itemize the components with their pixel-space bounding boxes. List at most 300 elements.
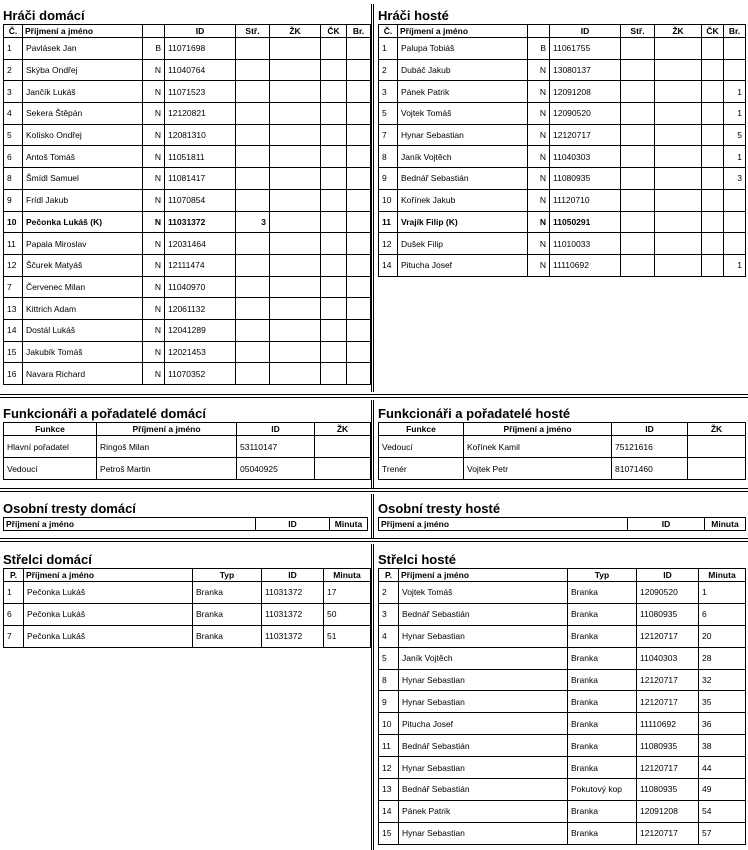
table-cell xyxy=(347,81,371,103)
table-cell xyxy=(655,59,702,81)
table-cell xyxy=(621,59,655,81)
table-cell: 11040303 xyxy=(550,146,621,168)
table-cell xyxy=(270,189,321,211)
table-cell xyxy=(702,81,724,103)
column-header: Příjmení a jméno xyxy=(464,423,612,436)
table-cell xyxy=(621,81,655,103)
officials-away-panel xyxy=(375,406,748,480)
table-cell xyxy=(270,363,321,385)
table-cell: Branka xyxy=(568,800,637,822)
scorers-home-title: Střelci domácí xyxy=(3,552,92,567)
column-header: Příjmení a jméno xyxy=(399,569,568,582)
table-cell: Antoš Tomáš xyxy=(23,146,143,168)
table-cell: 51 xyxy=(324,625,371,647)
table-cell: Branka xyxy=(568,603,637,625)
table-cell xyxy=(321,319,347,341)
table-row xyxy=(4,233,371,255)
table-cell: 49 xyxy=(699,779,746,801)
column-header: Typ xyxy=(193,569,262,582)
scorers-away-header xyxy=(379,569,746,582)
column-header: ČK xyxy=(702,25,724,38)
table-row xyxy=(4,81,371,103)
table-cell xyxy=(321,363,347,385)
table-cell: 1 xyxy=(4,38,23,60)
table-cell: Branka xyxy=(193,603,262,625)
column-header: Příjmení a jméno xyxy=(24,569,193,582)
table-cell: 15 xyxy=(379,822,399,844)
table-cell: N xyxy=(143,124,165,146)
table-cell xyxy=(321,298,347,320)
column-header: ID xyxy=(628,518,705,531)
table-cell xyxy=(655,189,702,211)
table-cell xyxy=(270,233,321,255)
table-cell: 11040303 xyxy=(637,647,699,669)
table-cell: 3 xyxy=(4,81,23,103)
table-cell xyxy=(347,124,371,146)
table-row xyxy=(379,436,746,458)
table-cell xyxy=(347,59,371,81)
table-cell: N xyxy=(143,81,165,103)
table-cell: 2 xyxy=(379,59,398,81)
table-cell xyxy=(702,124,724,146)
table-cell: 12120821 xyxy=(165,103,236,125)
table-row xyxy=(4,168,371,190)
table-cell xyxy=(315,436,371,458)
table-cell xyxy=(347,211,371,233)
table-cell xyxy=(347,363,371,385)
table-row xyxy=(4,341,371,363)
table-cell: 16 xyxy=(4,363,23,385)
table-cell: 6 xyxy=(699,603,746,625)
table-cell: 11031372 xyxy=(262,603,324,625)
table-cell xyxy=(347,298,371,320)
table-cell: 12120717 xyxy=(637,822,699,844)
table-cell: 12021453 xyxy=(165,341,236,363)
table-cell: 12 xyxy=(379,757,399,779)
table-cell xyxy=(655,124,702,146)
table-cell xyxy=(236,103,270,125)
table-cell: 13 xyxy=(4,298,23,320)
table-cell xyxy=(236,319,270,341)
table-cell: Kořínek Kamil xyxy=(464,436,612,458)
table-cell xyxy=(702,38,724,60)
column-header: Stř. xyxy=(236,25,270,38)
penalties-home-table xyxy=(3,517,368,531)
table-cell xyxy=(688,436,746,458)
table-cell: 6 xyxy=(4,146,23,168)
column-header: ID xyxy=(550,25,621,38)
table-cell xyxy=(702,146,724,168)
table-cell xyxy=(655,168,702,190)
table-cell: 12 xyxy=(4,254,23,276)
table-cell: 12081310 xyxy=(165,124,236,146)
table-cell: 11110692 xyxy=(637,713,699,735)
table-row xyxy=(379,757,746,779)
table-cell: N xyxy=(143,189,165,211)
table-cell: 12031464 xyxy=(165,233,236,255)
table-cell xyxy=(321,146,347,168)
table-cell xyxy=(270,59,321,81)
table-cell: 1 xyxy=(724,254,746,276)
table-cell: 11031372 xyxy=(165,211,236,233)
table-cell xyxy=(270,103,321,125)
table-cell: N xyxy=(143,276,165,298)
table-row xyxy=(379,669,746,691)
table-row xyxy=(4,363,371,385)
table-row xyxy=(379,625,746,647)
table-row xyxy=(379,124,746,146)
table-cell: 8 xyxy=(379,669,399,691)
scorers-home-panel xyxy=(0,552,371,648)
table-cell: 11031372 xyxy=(262,582,324,604)
table-row xyxy=(4,59,371,81)
column-divider-players xyxy=(371,4,374,392)
table-cell: N xyxy=(528,146,550,168)
table-cell: 54 xyxy=(699,800,746,822)
penalties-away-title: Osobní tresty hosté xyxy=(378,501,501,516)
table-cell: 11 xyxy=(379,211,398,233)
table-cell: 5 xyxy=(4,124,23,146)
table-cell: 7 xyxy=(4,276,23,298)
table-cell xyxy=(655,103,702,125)
table-cell: 38 xyxy=(699,735,746,757)
table-row xyxy=(379,38,746,60)
scorers-away-body xyxy=(379,582,746,845)
table-cell: 1 xyxy=(724,103,746,125)
table-cell: Bednář Sebastián xyxy=(399,603,568,625)
officials-home-header xyxy=(4,423,371,436)
table-cell: 11050291 xyxy=(550,211,621,233)
table-cell xyxy=(270,276,321,298)
table-cell: 4 xyxy=(379,625,399,647)
table-cell xyxy=(655,81,702,103)
table-cell: 14 xyxy=(379,254,398,276)
table-row xyxy=(4,298,371,320)
table-cell: Pečonka Lukáš xyxy=(24,582,193,604)
table-cell xyxy=(702,189,724,211)
table-cell: N xyxy=(528,233,550,255)
column-header: Typ xyxy=(568,569,637,582)
table-cell: 11071523 xyxy=(165,81,236,103)
column-header: ID xyxy=(165,25,236,38)
table-row xyxy=(379,822,746,844)
penalties-home-header xyxy=(4,518,368,531)
table-cell: 12111474 xyxy=(165,254,236,276)
table-cell: 11070352 xyxy=(165,363,236,385)
table-cell: Branka xyxy=(193,625,262,647)
table-row xyxy=(379,146,746,168)
table-cell: 12091208 xyxy=(550,81,621,103)
column-header: Minuta xyxy=(330,518,368,531)
table-cell: Sekera Štěpán xyxy=(23,103,143,125)
players-away-header xyxy=(379,25,746,38)
table-cell: 1 xyxy=(724,81,746,103)
column-header: Br. xyxy=(724,25,746,38)
table-cell xyxy=(321,103,347,125)
table-cell: N xyxy=(143,319,165,341)
table-cell xyxy=(621,168,655,190)
table-cell xyxy=(702,168,724,190)
table-cell xyxy=(236,146,270,168)
table-cell: Kořínek Jakub xyxy=(398,189,528,211)
table-cell: N xyxy=(143,233,165,255)
table-cell xyxy=(270,319,321,341)
table-cell xyxy=(236,363,270,385)
table-cell xyxy=(702,59,724,81)
table-row xyxy=(379,713,746,735)
table-cell xyxy=(236,233,270,255)
table-cell: 12120717 xyxy=(637,669,699,691)
table-cell xyxy=(702,211,724,233)
table-cell: Vojtek Tomáš xyxy=(399,582,568,604)
table-row xyxy=(4,254,371,276)
table-cell: 7 xyxy=(4,625,24,647)
table-cell xyxy=(702,103,724,125)
table-cell: Hlavní pořadatel xyxy=(4,436,97,458)
table-cell xyxy=(347,168,371,190)
table-cell xyxy=(321,124,347,146)
column-header: ŽK xyxy=(655,25,702,38)
table-cell xyxy=(321,168,347,190)
table-cell xyxy=(270,254,321,276)
table-cell: 75121616 xyxy=(612,436,688,458)
players-home-table xyxy=(3,24,371,385)
table-cell: 4 xyxy=(4,103,23,125)
table-cell xyxy=(270,146,321,168)
table-cell: Šmídl Samuel xyxy=(23,168,143,190)
table-row xyxy=(4,603,371,625)
table-cell xyxy=(347,146,371,168)
table-cell: Pečonka Lukáš xyxy=(24,625,193,647)
table-cell xyxy=(347,38,371,60)
table-cell: Hynar Sebastian xyxy=(399,757,568,779)
officials-home-body xyxy=(4,436,371,480)
table-row xyxy=(379,779,746,801)
column-header: Br. xyxy=(347,25,371,38)
table-cell: 9 xyxy=(4,189,23,211)
table-cell: 3 xyxy=(379,603,399,625)
table-cell: N xyxy=(143,168,165,190)
table-cell xyxy=(321,341,347,363)
table-cell: 11051811 xyxy=(165,146,236,168)
penalties-away-panel xyxy=(375,501,748,531)
table-cell: 11080935 xyxy=(637,779,699,801)
table-row xyxy=(4,458,371,480)
table-cell: 2 xyxy=(379,582,399,604)
table-row xyxy=(379,103,746,125)
column-header: ID xyxy=(612,423,688,436)
table-row xyxy=(4,582,371,604)
table-cell: 5 xyxy=(379,647,399,669)
table-cell xyxy=(724,189,746,211)
column-header: P. xyxy=(4,569,24,582)
scorers-away-table xyxy=(378,568,746,845)
table-cell xyxy=(236,254,270,276)
section-divider xyxy=(0,394,748,398)
table-cell: 1 xyxy=(4,582,24,604)
table-cell: Pavlásek Jan xyxy=(23,38,143,60)
column-header: Příjmení a jméno xyxy=(4,518,256,531)
column-header: P. xyxy=(379,569,399,582)
officials-away-table xyxy=(378,422,746,480)
table-cell: Vojtek Tomáš xyxy=(398,103,528,125)
table-row xyxy=(4,124,371,146)
table-cell xyxy=(702,254,724,276)
table-cell xyxy=(270,38,321,60)
table-cell: 12061132 xyxy=(165,298,236,320)
table-cell: Pánek Patrik xyxy=(398,81,528,103)
table-cell: 10 xyxy=(379,713,399,735)
table-cell xyxy=(321,38,347,60)
table-cell: N xyxy=(143,298,165,320)
column-header xyxy=(143,25,165,38)
table-cell: 36 xyxy=(699,713,746,735)
table-row xyxy=(4,38,371,60)
table-cell: B xyxy=(528,38,550,60)
table-cell: 11071698 xyxy=(165,38,236,60)
players-away-panel xyxy=(375,8,748,277)
table-cell: 10 xyxy=(4,211,23,233)
column-header: ŽK xyxy=(688,423,746,436)
table-cell: Branka xyxy=(568,822,637,844)
column-divider-officials xyxy=(371,400,374,488)
table-cell: N xyxy=(528,254,550,276)
column-header: ID xyxy=(237,423,315,436)
table-cell: Branka xyxy=(568,691,637,713)
table-cell xyxy=(236,298,270,320)
players-home-body xyxy=(4,38,371,385)
table-cell: 11040970 xyxy=(165,276,236,298)
section-divider xyxy=(0,488,748,492)
section-divider xyxy=(0,538,748,542)
table-cell xyxy=(321,276,347,298)
table-cell: Hynar Sebastian xyxy=(399,822,568,844)
column-divider-penalties xyxy=(371,494,374,538)
table-cell: 17 xyxy=(324,582,371,604)
scorers-home-body xyxy=(4,582,371,648)
table-cell: N xyxy=(143,59,165,81)
table-cell: 11031372 xyxy=(262,625,324,647)
table-cell: Vedoucí xyxy=(379,436,464,458)
table-cell xyxy=(270,298,321,320)
column-header: Minuta xyxy=(699,569,746,582)
table-cell: 1 xyxy=(724,146,746,168)
table-cell xyxy=(236,38,270,60)
table-cell: N xyxy=(143,363,165,385)
table-cell: 28 xyxy=(699,647,746,669)
column-header: Minuta xyxy=(324,569,371,582)
officials-away-body xyxy=(379,436,746,480)
table-cell: 11 xyxy=(4,233,23,255)
table-row xyxy=(4,146,371,168)
table-cell: Branka xyxy=(193,582,262,604)
table-cell: N xyxy=(528,124,550,146)
column-header: ID xyxy=(262,569,324,582)
players-away-title: Hráči hosté xyxy=(378,8,449,23)
scorers-away-title: Střelci hosté xyxy=(378,552,457,567)
table-cell: Červenec Milan xyxy=(23,276,143,298)
table-row xyxy=(379,254,746,276)
table-cell xyxy=(236,59,270,81)
table-cell: Dostál Lukáš xyxy=(23,319,143,341)
table-cell: 53110147 xyxy=(237,436,315,458)
table-cell: N xyxy=(528,168,550,190)
players-away-body xyxy=(379,38,746,277)
table-cell: N xyxy=(143,146,165,168)
penalties-away-table xyxy=(378,517,746,531)
table-cell: 3 xyxy=(379,81,398,103)
column-header: Č. xyxy=(379,25,398,38)
column-header: Funkce xyxy=(379,423,464,436)
table-cell: 5 xyxy=(379,103,398,125)
table-cell: N xyxy=(528,59,550,81)
table-cell: 12120717 xyxy=(637,757,699,779)
officials-away-header xyxy=(379,423,746,436)
column-header: ČK xyxy=(321,25,347,38)
table-cell: Kolísko Ondřej xyxy=(23,124,143,146)
column-header: Stř. xyxy=(621,25,655,38)
column-header: Funkce xyxy=(4,423,97,436)
table-cell xyxy=(655,146,702,168)
table-cell: 57 xyxy=(699,822,746,844)
table-cell xyxy=(724,38,746,60)
table-row xyxy=(4,189,371,211)
table-cell: Branka xyxy=(568,582,637,604)
column-header: ID xyxy=(637,569,699,582)
table-cell: 12 xyxy=(379,233,398,255)
table-cell xyxy=(621,189,655,211)
table-cell: 9 xyxy=(379,168,398,190)
officials-away-title: Funkcionáři a pořadatelé hosté xyxy=(378,406,571,421)
table-row xyxy=(379,735,746,757)
table-cell: Janík Vojtěch xyxy=(399,647,568,669)
column-divider-scorers xyxy=(371,544,374,850)
table-cell: 50 xyxy=(324,603,371,625)
table-cell xyxy=(270,81,321,103)
table-cell: Dušek Filip xyxy=(398,233,528,255)
table-cell: N xyxy=(143,254,165,276)
table-cell xyxy=(621,103,655,125)
table-cell: 14 xyxy=(379,800,399,822)
table-cell: 1 xyxy=(379,38,398,60)
table-cell: Ščurek Matyáš xyxy=(23,254,143,276)
table-cell xyxy=(621,124,655,146)
table-cell: 11061755 xyxy=(550,38,621,60)
table-cell: 11120710 xyxy=(550,189,621,211)
table-cell: Jakubík Tomáš xyxy=(23,341,143,363)
table-cell xyxy=(236,189,270,211)
table-cell xyxy=(347,254,371,276)
table-cell xyxy=(236,276,270,298)
table-cell xyxy=(655,233,702,255)
table-row xyxy=(379,81,746,103)
table-cell: 11080935 xyxy=(637,735,699,757)
scorers-home-header xyxy=(4,569,371,582)
column-header: Příjmení a jméno xyxy=(97,423,237,436)
table-cell: 11040764 xyxy=(165,59,236,81)
table-cell: 12041289 xyxy=(165,319,236,341)
table-cell: Kittrich Adam xyxy=(23,298,143,320)
table-row xyxy=(379,647,746,669)
table-cell: Branka xyxy=(568,647,637,669)
table-cell: 3 xyxy=(724,168,746,190)
table-cell: Bednář Sebastián xyxy=(399,779,568,801)
table-cell: Dubáč Jakub xyxy=(398,59,528,81)
table-cell: Vojtek Petr xyxy=(464,458,612,480)
table-cell: Hynar Sebastian xyxy=(399,625,568,647)
table-cell: 11070854 xyxy=(165,189,236,211)
table-cell: 12090520 xyxy=(550,103,621,125)
